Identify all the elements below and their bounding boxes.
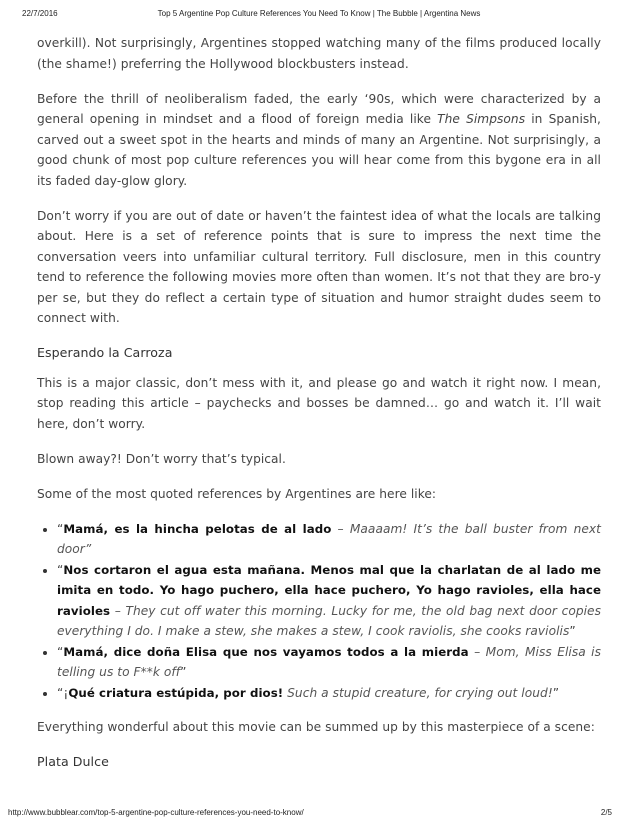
quote-close: ” <box>180 665 187 679</box>
list-item <box>57 642 601 683</box>
paragraph-2 <box>37 89 601 192</box>
paragraph-5: Blown away?! Don’t worry that’s typical. <box>37 451 286 466</box>
list-item <box>57 519 601 560</box>
quote-translation: – Mom, Miss Elisa is telling us to F**k off <box>57 644 602 679</box>
quote-spanish: Nos cortaron el agua esta mañana. Menos mal que la charlatan de al lado me imita en todo. Yo hago puchero, ella hace puchero, Yo hago ravioles, ella hace ravioles <box>57 562 601 618</box>
list-item <box>57 560 601 642</box>
quote-translation: – They cut off water this morning. Lucky for me, the old bag next door copies everything I do. I make a stew, she makes a stew, I cook raviolis, she cooks raviolis <box>57 603 601 638</box>
print-url: http://www.bubblear.com/top-5-argentine-pop-culture-references-you-need-to-know/ <box>8 808 304 817</box>
quote-translation: – Maaaam! It’s the ball buster from next door” <box>57 521 601 556</box>
print-date: 22/7/2016 <box>22 9 58 18</box>
paragraph-6: Some of the most quoted references by Argentines are here like: <box>37 486 437 501</box>
quote-spanish: Mamá, es la hincha pelotas de al lado <box>63 521 332 536</box>
list-item <box>57 683 601 704</box>
page-number: 2/5 <box>600 808 612 817</box>
paragraph-4: This is a major classic, don’t mess with it, and please go and watch it right now. I mean, stop reading this article – paychecks and bosses be damned… go and watch it. I’ll wait here, don’t worry. <box>37 375 601 431</box>
quote-open: “ <box>57 562 64 577</box>
quote-list <box>37 519 601 704</box>
paragraph-3: Don’t worry if you are out of date or haven’t the faintest idea of what the locals are talking about. Here is a set of reference points that is sure to impress the next time the conversation veers into unfamiliar cultural territory. Full disclosure, men in this country tend to reference the following movies more often than women. It’s not that they are bro-y per se, but they do reflect a certain type of situation and humor straight dudes seem to connect with. <box>37 208 601 325</box>
simpsons-title: The Simpsons <box>437 112 526 126</box>
print-page-title: Top 5 Argentine Pop Culture References You Need To Know | The Bubble | Argentina News <box>157 9 481 18</box>
article-body <box>37 33 601 782</box>
quote-open: “ <box>57 644 64 659</box>
paragraph-2-text-a: Before the thrill of neoliberalism faded, the early ‘90s, which were characterized by a general opening in mindset and a flood of foreign media like <box>37 91 601 126</box>
quote-spanish: Qué criatura estúpida, por dios! <box>68 685 284 700</box>
quote-open: “ <box>57 521 64 536</box>
quote-spanish: Mamá, dice doña Elisa que nos vayamos todos a la mierda <box>63 644 469 659</box>
quote-close: ” <box>569 624 576 638</box>
section-heading-esperando: Esperando la Carroza <box>37 345 173 360</box>
paragraph-1: overkill). Not surprisingly, Argentines stopped watching many of the films produced locally (the shame!) preferring the Hollywood blockbusters instead. <box>37 36 601 71</box>
paragraph-2-text-b: in Spanish, carved out a sweet spot in the hearts and minds of many an Argentine. Not surprisingly, a good chunk of most pop culture references you will hear come from this bygone era in all its faded day-glow glory. <box>37 112 601 188</box>
paragraph-7: Everything wonderful about this movie can be summed up by this masterpiece of a scene: <box>37 720 595 734</box>
quote-close: ” <box>552 685 560 700</box>
quote-open: “¡ <box>57 685 69 700</box>
quote-translation: Such a stupid creature, for crying out loud! <box>283 685 553 700</box>
section-heading-plata-dulce: Plata Dulce <box>37 754 109 769</box>
